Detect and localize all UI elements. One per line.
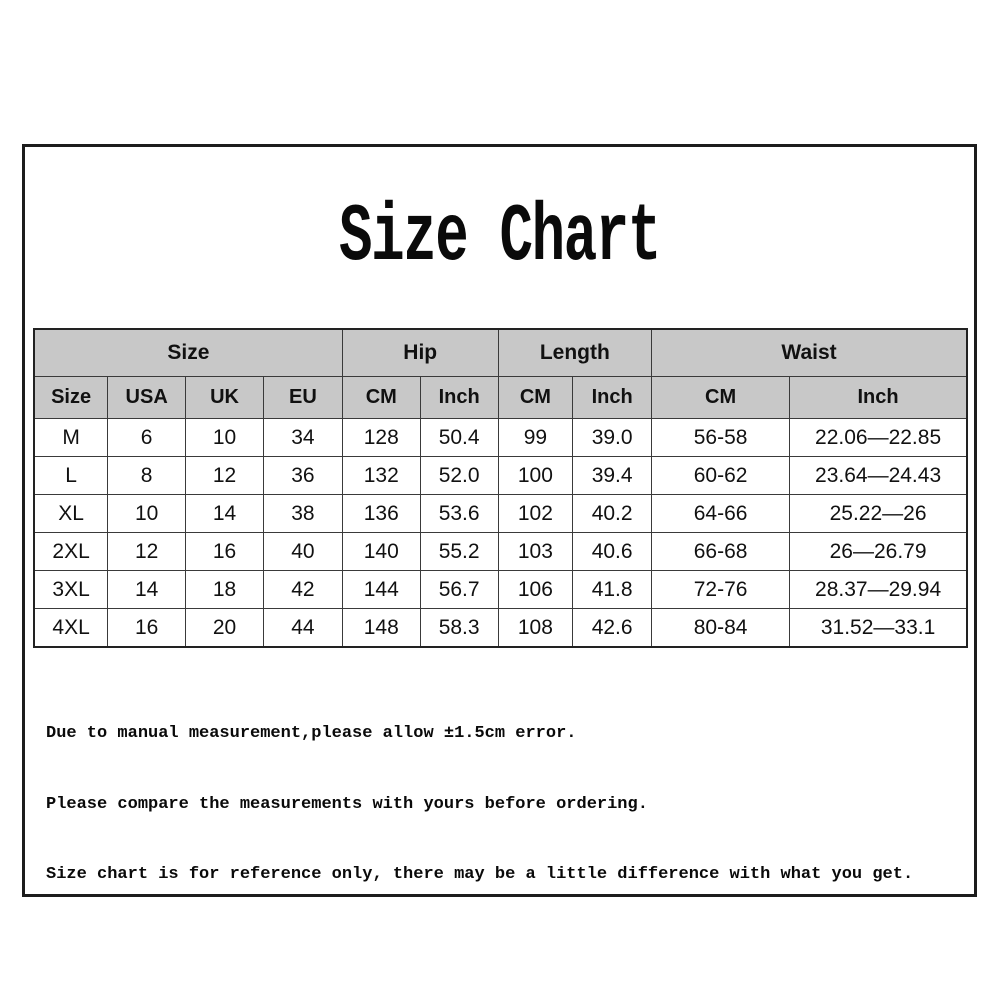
table-cell: 108 bbox=[498, 609, 573, 648]
column-header-uk: UK bbox=[186, 377, 264, 419]
table-cell: 2XL bbox=[34, 533, 108, 571]
table-cell: 6 bbox=[108, 419, 186, 457]
column-header-eu: EU bbox=[263, 377, 342, 419]
table-cell: 20 bbox=[186, 609, 264, 648]
table-subheader-row bbox=[34, 377, 967, 419]
table-cell: 55.2 bbox=[420, 533, 498, 571]
table-cell: 64-66 bbox=[652, 495, 790, 533]
table-cell: 128 bbox=[342, 419, 420, 457]
table-row bbox=[34, 419, 967, 457]
table-cell: 12 bbox=[186, 457, 264, 495]
table-cell: 36 bbox=[263, 457, 342, 495]
table-cell: 66-68 bbox=[652, 533, 790, 571]
table-cell: 44 bbox=[263, 609, 342, 648]
table-cell: 3XL bbox=[34, 571, 108, 609]
page-frame bbox=[22, 144, 977, 897]
table-cell: 39.4 bbox=[573, 457, 652, 495]
table-row bbox=[34, 495, 967, 533]
table-cell: 34 bbox=[263, 419, 342, 457]
table-cell: M bbox=[34, 419, 108, 457]
table-cell: 144 bbox=[342, 571, 420, 609]
table-cell: 26—26.79 bbox=[790, 533, 967, 571]
table-cell: 58.3 bbox=[420, 609, 498, 648]
table-cell: 140 bbox=[342, 533, 420, 571]
column-header-inch: Inch bbox=[420, 377, 498, 419]
table-cell: L bbox=[34, 457, 108, 495]
table-cell: 132 bbox=[342, 457, 420, 495]
table-cell: 148 bbox=[342, 609, 420, 648]
table-cell: 18 bbox=[186, 571, 264, 609]
table-cell: 12 bbox=[108, 533, 186, 571]
table-cell: 102 bbox=[498, 495, 573, 533]
table-cell: 40 bbox=[263, 533, 342, 571]
column-header-cm: CM bbox=[342, 377, 420, 419]
table-row bbox=[34, 609, 967, 648]
column-header-inch: Inch bbox=[573, 377, 652, 419]
table-cell: 42.6 bbox=[573, 609, 652, 648]
size-table bbox=[33, 328, 968, 648]
table-cell: 106 bbox=[498, 571, 573, 609]
group-header-waist: Waist bbox=[652, 329, 967, 377]
table-cell: 4XL bbox=[34, 609, 108, 648]
table-cell: 72-76 bbox=[652, 571, 790, 609]
column-header-size: Size bbox=[34, 377, 108, 419]
table-cell: 41.8 bbox=[573, 571, 652, 609]
table-cell: 99 bbox=[498, 419, 573, 457]
table-cell: 8 bbox=[108, 457, 186, 495]
table-cell: 42 bbox=[263, 571, 342, 609]
table-cell: 23.64—24.43 bbox=[790, 457, 967, 495]
table-cell: 16 bbox=[186, 533, 264, 571]
table-cell: 40.2 bbox=[573, 495, 652, 533]
table-cell: 28.37—29.94 bbox=[790, 571, 967, 609]
table-cell: 14 bbox=[108, 571, 186, 609]
table-cell: 80-84 bbox=[652, 609, 790, 648]
column-header-usa: USA bbox=[108, 377, 186, 419]
table-body bbox=[34, 419, 967, 648]
notes-block bbox=[46, 675, 913, 934]
table-cell: 40.6 bbox=[573, 533, 652, 571]
table-cell: 56-58 bbox=[652, 419, 790, 457]
table-cell: 136 bbox=[342, 495, 420, 533]
table-cell: 25.22—26 bbox=[790, 495, 967, 533]
table-cell: 56.7 bbox=[420, 571, 498, 609]
table-cell: 10 bbox=[186, 419, 264, 457]
column-header-cm: CM bbox=[498, 377, 573, 419]
group-header-hip: Hip bbox=[342, 329, 498, 377]
table-cell: 103 bbox=[498, 533, 573, 571]
table-cell: 52.0 bbox=[420, 457, 498, 495]
table-cell: 16 bbox=[108, 609, 186, 648]
table-cell: 38 bbox=[263, 495, 342, 533]
page-title: Size Chart bbox=[338, 191, 661, 284]
note-line: Please compare the measurements with yours before ordering. bbox=[46, 794, 648, 814]
group-header-size: Size bbox=[34, 329, 342, 377]
table-group-row bbox=[34, 329, 967, 377]
table-row bbox=[34, 457, 967, 495]
note-line: Size chart is for reference only, there may be a little difference with what you get. bbox=[46, 865, 914, 884]
table-cell: 22.06—22.85 bbox=[790, 419, 967, 457]
table-cell: 31.52—33.1 bbox=[790, 609, 967, 648]
table-row bbox=[34, 533, 967, 571]
table-row bbox=[34, 571, 967, 609]
group-header-length: Length bbox=[498, 329, 651, 377]
table-cell: 14 bbox=[186, 495, 264, 533]
note-line: Due to manual measurement,please allow ±1.5cm error. bbox=[46, 724, 577, 743]
table-cell: 50.4 bbox=[420, 419, 498, 457]
table-cell: 60-62 bbox=[652, 457, 790, 495]
table-cell: 100 bbox=[498, 457, 573, 495]
column-header-inch: Inch bbox=[790, 377, 967, 419]
table-cell: 53.6 bbox=[420, 495, 498, 533]
table-cell: XL bbox=[34, 495, 108, 533]
table-cell: 39.0 bbox=[573, 419, 652, 457]
table-cell: 10 bbox=[108, 495, 186, 533]
column-header-cm: CM bbox=[652, 377, 790, 419]
